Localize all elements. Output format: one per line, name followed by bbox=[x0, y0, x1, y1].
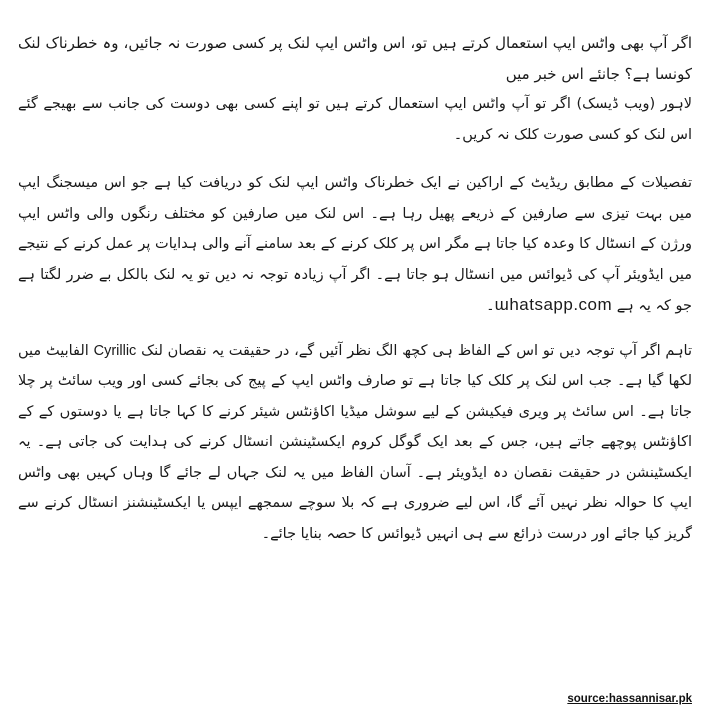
article-title: اگر آپ بھی واٹس ایپ استعمال کرتے ہیں تو، اس واٹس ایپ لنک پر کسی صورت نہ جائیں، وہ خطرناک لنک کونسا ہے؟ جانئے اس خبر میں bbox=[18, 34, 692, 83]
article-paragraph-details bbox=[18, 168, 692, 322]
cyrillic-word: Cyrillic bbox=[93, 342, 137, 359]
paragraph-end: ۔ bbox=[486, 298, 495, 314]
paragraph-text-rest: الفابیٹ میں لکھا گیا ہے۔ جب اس لنک پر کلک کیا جاتا ہے تو صارف واٹس ایپ کے پیج کی بجائے کسی اور ویب سائٹ پر چلا جاتا ہے۔ اس سائٹ پر ویری فیکیشن کے لیے سوشل میڈیا اکاؤنٹس شیئر کرنے کا کہا جاتا ہے یا دوستوں کے کے اکاؤنٹس پوچھے جاتے ہیں، جس کے بعد ایک گوگل کروم ایکسٹینشن انسٹال کرنے کی ہدایت کی جاتی ہے۔ یہ ایکسٹینشن در حقیقت نقصان دہ ایڈویئر ہے۔ آسان الفاظ میں یہ لنک جہاں لے جائے گا وہاں کہیں بھی واٹس ایپ کا حوالہ نظر نہیں آئے گا، اس لیے ضروری ہے کہ بلا سوچے سمجھے ایپس یا ایکسٹینشنز انسٹال کرنے سے گریز کیا جائے اور درست ذرائع سے ہی انہیں ڈیوائس کا حصہ بنایا جائے۔ bbox=[18, 342, 692, 542]
news-article bbox=[18, 28, 692, 563]
paragraph-text-start: تاہم اگر آپ توجہ دیں تو اس کے الفاظ ہی کچھ الگ نظر آئیں گے، در حقیقت یہ نقصان لنک bbox=[141, 342, 693, 359]
source-credit: source:hassannisar.pk bbox=[567, 693, 692, 705]
paragraph-text: تفصیلات کے مطابق ریڈیٹ کے اراکین نے ایک خطرناک واٹس ایپ لنک کو دریافت کیا ہے جو اس میسجنگ ایپ میں بہت تیزی سے صارفین کے ذریعے پھیل رہا ہے۔ اس لنک میں صارفین کو مختلف رنگوں والی واٹس ایپ ورژن کے انسٹال کا وعدہ کیا جاتا ہے مگر اس پر کلک کرنے کے بعد سامنے آنے والی ہدایات پر عمل کرنے کے نتیجے میں ایڈویئر آپ کی ڈیوائس میں انسٹال ہو جاتا ہے۔ اگر آپ زیادہ توجہ نہ دیں تو یہ لنک بالکل بے ضرر لگتا ہے جو کہ یہ ہے bbox=[18, 175, 692, 314]
article-paragraph-explanation bbox=[18, 336, 692, 550]
fake-whatsapp-link-text: ɯhatsapp.com bbox=[494, 295, 613, 314]
article-lead: لاہور (ویب ڈیسک) اگر تو آپ واٹس ایپ استعمال کرتے ہیں تو اپنے کسی بھی دوست کی جانب سے بھیجے گئے اس لنک کو کسی صورت کلک نہ کریں۔ bbox=[18, 96, 692, 143]
